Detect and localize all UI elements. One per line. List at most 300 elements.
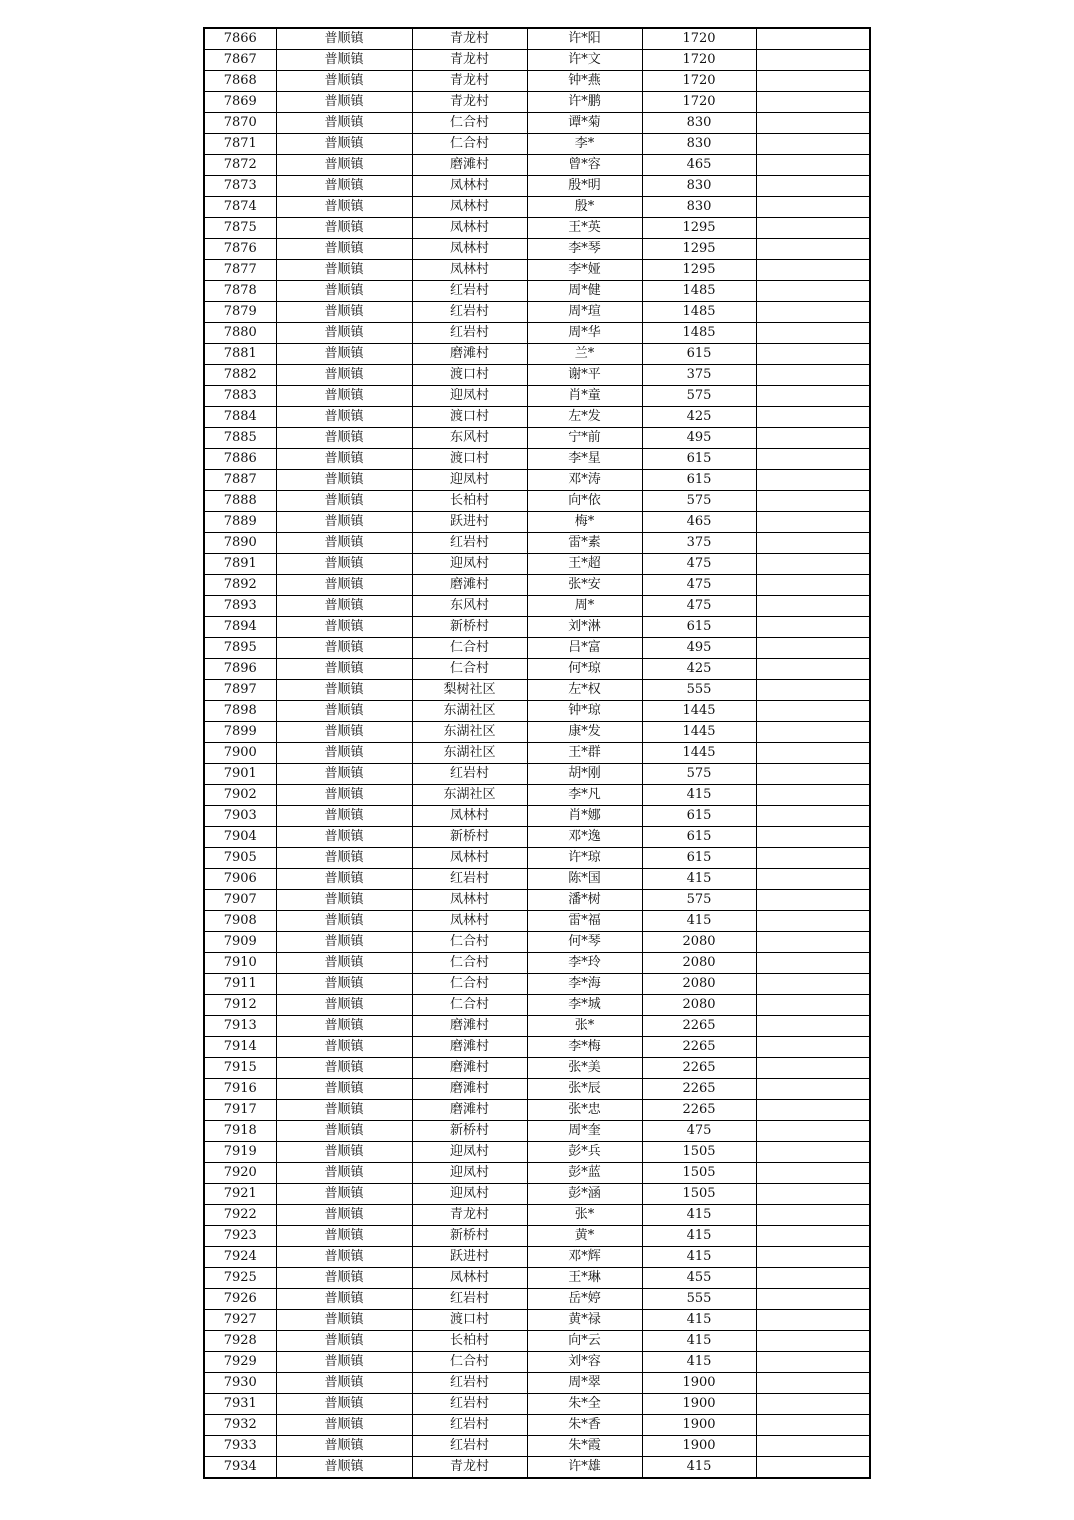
note-cell: [756, 1436, 870, 1457]
table-row: [204, 1394, 870, 1415]
note-cell: [756, 71, 870, 92]
town-cell: 普顺镇: [276, 1310, 412, 1331]
table-row: [204, 995, 870, 1016]
row-number-cell: 7924: [204, 1247, 276, 1268]
note-cell: [756, 113, 870, 134]
row-number-cell: 7866: [204, 28, 276, 50]
name-cell: 刘*淋: [527, 617, 642, 638]
row-number-cell: 7922: [204, 1205, 276, 1226]
row-number-cell: 7902: [204, 785, 276, 806]
row-number-cell: 7896: [204, 659, 276, 680]
town-cell: 普顺镇: [276, 197, 412, 218]
village-cell: 迎凤村: [412, 1142, 527, 1163]
amount-cell: 415: [642, 785, 756, 806]
table-row: [204, 71, 870, 92]
village-cell: 仁合村: [412, 995, 527, 1016]
note-cell: [756, 659, 870, 680]
town-cell: 普顺镇: [276, 407, 412, 428]
village-cell: 东风村: [412, 596, 527, 617]
amount-cell: 1900: [642, 1436, 756, 1457]
village-cell: 跃进村: [412, 1247, 527, 1268]
village-cell: 迎凤村: [412, 1184, 527, 1205]
row-number-cell: 7886: [204, 449, 276, 470]
row-number-cell: 7894: [204, 617, 276, 638]
row-number-cell: 7933: [204, 1436, 276, 1457]
row-number-cell: 7870: [204, 113, 276, 134]
village-cell: 凤林村: [412, 848, 527, 869]
village-cell: 迎凤村: [412, 386, 527, 407]
town-cell: 普顺镇: [276, 1373, 412, 1394]
note-cell: [756, 1226, 870, 1247]
town-cell: 普顺镇: [276, 428, 412, 449]
amount-cell: 1720: [642, 92, 756, 113]
name-cell: 钟*琼: [527, 701, 642, 722]
village-cell: 仁合村: [412, 638, 527, 659]
table-row: [204, 92, 870, 113]
town-cell: 普顺镇: [276, 911, 412, 932]
amount-cell: 1485: [642, 302, 756, 323]
town-cell: 普顺镇: [276, 533, 412, 554]
row-number-cell: 7877: [204, 260, 276, 281]
town-cell: 普顺镇: [276, 554, 412, 575]
village-cell: 新桥村: [412, 1226, 527, 1247]
note-cell: [756, 1310, 870, 1331]
town-cell: 普顺镇: [276, 974, 412, 995]
village-cell: 新桥村: [412, 617, 527, 638]
amount-cell: 1505: [642, 1163, 756, 1184]
amount-cell: 1505: [642, 1142, 756, 1163]
village-cell: 凤林村: [412, 260, 527, 281]
table-row: [204, 743, 870, 764]
note-cell: [756, 281, 870, 302]
row-number-cell: 7889: [204, 512, 276, 533]
name-cell: 刘*容: [527, 1352, 642, 1373]
town-cell: 普顺镇: [276, 806, 412, 827]
table-row: [204, 911, 870, 932]
note-cell: [756, 1142, 870, 1163]
table-row: [204, 1415, 870, 1436]
amount-cell: 375: [642, 533, 756, 554]
note-cell: [756, 1289, 870, 1310]
amount-cell: 475: [642, 575, 756, 596]
village-cell: 青龙村: [412, 71, 527, 92]
village-cell: 梨树社区: [412, 680, 527, 701]
town-cell: 普顺镇: [276, 386, 412, 407]
table-row: [204, 1058, 870, 1079]
village-cell: 凤林村: [412, 239, 527, 260]
town-cell: 普顺镇: [276, 1121, 412, 1142]
name-cell: 彭*兵: [527, 1142, 642, 1163]
town-cell: 普顺镇: [276, 1289, 412, 1310]
town-cell: 普顺镇: [276, 1142, 412, 1163]
name-cell: 李*娅: [527, 260, 642, 281]
amount-cell: 615: [642, 617, 756, 638]
row-number-cell: 7869: [204, 92, 276, 113]
name-cell: 王*超: [527, 554, 642, 575]
amount-cell: 2265: [642, 1100, 756, 1121]
village-cell: 仁合村: [412, 134, 527, 155]
amount-cell: 1720: [642, 71, 756, 92]
town-cell: 普顺镇: [276, 218, 412, 239]
row-number-cell: 7899: [204, 722, 276, 743]
table-row: [204, 260, 870, 281]
town-cell: 普顺镇: [276, 1016, 412, 1037]
note-cell: [756, 1016, 870, 1037]
table-row: [204, 932, 870, 953]
table-row: [204, 344, 870, 365]
village-cell: 红岩村: [412, 764, 527, 785]
note-cell: [756, 1100, 870, 1121]
town-cell: 普顺镇: [276, 449, 412, 470]
name-cell: 李*: [527, 134, 642, 155]
village-cell: 磨滩村: [412, 1058, 527, 1079]
town-cell: 普顺镇: [276, 155, 412, 176]
row-number-cell: 7887: [204, 470, 276, 491]
table-row: [204, 617, 870, 638]
name-cell: 李*琴: [527, 239, 642, 260]
note-cell: [756, 491, 870, 512]
name-cell: 周*华: [527, 323, 642, 344]
name-cell: 左*权: [527, 680, 642, 701]
amount-cell: 465: [642, 512, 756, 533]
village-cell: 新桥村: [412, 1121, 527, 1142]
name-cell: 向*依: [527, 491, 642, 512]
row-number-cell: 7882: [204, 365, 276, 386]
name-cell: 朱*香: [527, 1415, 642, 1436]
table-row: [204, 365, 870, 386]
note-cell: [756, 323, 870, 344]
table-row: [204, 722, 870, 743]
name-cell: 肖*娜: [527, 806, 642, 827]
row-number-cell: 7915: [204, 1058, 276, 1079]
row-number-cell: 7906: [204, 869, 276, 890]
row-number-cell: 7897: [204, 680, 276, 701]
town-cell: 普顺镇: [276, 1331, 412, 1352]
town-cell: 普顺镇: [276, 365, 412, 386]
name-cell: 许*雄: [527, 1457, 642, 1479]
amount-cell: 615: [642, 344, 756, 365]
note-cell: [756, 1373, 870, 1394]
town-cell: 普顺镇: [276, 50, 412, 71]
table-row: [204, 575, 870, 596]
table-row: [204, 197, 870, 218]
town-cell: 普顺镇: [276, 1436, 412, 1457]
note-cell: [756, 1121, 870, 1142]
amount-cell: 415: [642, 869, 756, 890]
village-cell: 凤林村: [412, 197, 527, 218]
amount-cell: 415: [642, 1352, 756, 1373]
table-row: [204, 1331, 870, 1352]
village-cell: 仁合村: [412, 953, 527, 974]
village-cell: 长柏村: [412, 491, 527, 512]
table-row: [204, 701, 870, 722]
village-cell: 凤林村: [412, 806, 527, 827]
table-row: [204, 1016, 870, 1037]
village-cell: 长柏村: [412, 1331, 527, 1352]
name-cell: 潘*树: [527, 890, 642, 911]
name-cell: 王*英: [527, 218, 642, 239]
table-row: [204, 827, 870, 848]
table-row: [204, 848, 870, 869]
village-cell: 渡口村: [412, 407, 527, 428]
name-cell: 周*健: [527, 281, 642, 302]
table-row: [204, 1121, 870, 1142]
note-cell: [756, 533, 870, 554]
village-cell: 红岩村: [412, 1373, 527, 1394]
note-cell: [756, 197, 870, 218]
note-cell: [756, 743, 870, 764]
name-cell: 黄*: [527, 1226, 642, 1247]
village-cell: 仁合村: [412, 659, 527, 680]
village-cell: 红岩村: [412, 533, 527, 554]
note-cell: [756, 28, 870, 50]
village-cell: 迎凤村: [412, 470, 527, 491]
name-cell: 朱*全: [527, 1394, 642, 1415]
town-cell: 普顺镇: [276, 1058, 412, 1079]
note-cell: [756, 134, 870, 155]
town-cell: 普顺镇: [276, 71, 412, 92]
town-cell: 普顺镇: [276, 28, 412, 50]
name-cell: 左*发: [527, 407, 642, 428]
town-cell: 普顺镇: [276, 239, 412, 260]
village-cell: 凤林村: [412, 218, 527, 239]
town-cell: 普顺镇: [276, 1352, 412, 1373]
town-cell: 普顺镇: [276, 995, 412, 1016]
note-cell: [756, 1163, 870, 1184]
amount-cell: 1720: [642, 50, 756, 71]
town-cell: 普顺镇: [276, 575, 412, 596]
amount-cell: 1900: [642, 1415, 756, 1436]
village-cell: 磨滩村: [412, 1016, 527, 1037]
name-cell: 康*发: [527, 722, 642, 743]
name-cell: 张*: [527, 1016, 642, 1037]
name-cell: 王*琳: [527, 1268, 642, 1289]
village-cell: 红岩村: [412, 281, 527, 302]
name-cell: 李*星: [527, 449, 642, 470]
village-cell: 磨滩村: [412, 1037, 527, 1058]
amount-cell: 830: [642, 176, 756, 197]
name-cell: 李*城: [527, 995, 642, 1016]
note-cell: [756, 911, 870, 932]
village-cell: 红岩村: [412, 1436, 527, 1457]
name-cell: 周*奎: [527, 1121, 642, 1142]
name-cell: 谢*平: [527, 365, 642, 386]
town-cell: 普顺镇: [276, 722, 412, 743]
amount-cell: 555: [642, 680, 756, 701]
town-cell: 普顺镇: [276, 1247, 412, 1268]
note-cell: [756, 575, 870, 596]
table-row: [204, 449, 870, 470]
village-cell: 青龙村: [412, 28, 527, 50]
note-cell: [756, 617, 870, 638]
note-cell: [756, 260, 870, 281]
town-cell: 普顺镇: [276, 281, 412, 302]
table-row: [204, 1142, 870, 1163]
row-number-cell: 7931: [204, 1394, 276, 1415]
village-cell: 磨滩村: [412, 575, 527, 596]
amount-cell: 1295: [642, 218, 756, 239]
note-cell: [756, 92, 870, 113]
table-row: [204, 1310, 870, 1331]
row-number-cell: 7881: [204, 344, 276, 365]
note-cell: [756, 155, 870, 176]
note-cell: [756, 764, 870, 785]
table-row: [204, 155, 870, 176]
town-cell: 普顺镇: [276, 848, 412, 869]
name-cell: 李*海: [527, 974, 642, 995]
table-row: [204, 953, 870, 974]
row-number-cell: 7912: [204, 995, 276, 1016]
table-row: [204, 890, 870, 911]
town-cell: 普顺镇: [276, 1268, 412, 1289]
town-cell: 普顺镇: [276, 344, 412, 365]
name-cell: 向*云: [527, 1331, 642, 1352]
name-cell: 兰*: [527, 344, 642, 365]
village-cell: 磨滩村: [412, 1100, 527, 1121]
name-cell: 邓*涛: [527, 470, 642, 491]
village-cell: 红岩村: [412, 1394, 527, 1415]
row-number-cell: 7928: [204, 1331, 276, 1352]
table-row: [204, 1079, 870, 1100]
table-row: [204, 134, 870, 155]
row-number-cell: 7878: [204, 281, 276, 302]
amount-cell: 415: [642, 1205, 756, 1226]
town-cell: 普顺镇: [276, 701, 412, 722]
row-number-cell: 7923: [204, 1226, 276, 1247]
note-cell: [756, 1415, 870, 1436]
table-row: [204, 1205, 870, 1226]
note-cell: [756, 344, 870, 365]
row-number-cell: 7917: [204, 1100, 276, 1121]
village-cell: 青龙村: [412, 50, 527, 71]
note-cell: [756, 1079, 870, 1100]
amount-cell: 455: [642, 1268, 756, 1289]
amount-cell: 615: [642, 449, 756, 470]
row-number-cell: 7904: [204, 827, 276, 848]
table-row: [204, 1436, 870, 1457]
town-cell: 普顺镇: [276, 512, 412, 533]
village-cell: 凤林村: [412, 890, 527, 911]
town-cell: 普顺镇: [276, 932, 412, 953]
row-number-cell: 7911: [204, 974, 276, 995]
village-cell: 红岩村: [412, 1415, 527, 1436]
name-cell: 肖*童: [527, 386, 642, 407]
table-row: [204, 407, 870, 428]
row-number-cell: 7880: [204, 323, 276, 344]
amount-cell: 1295: [642, 260, 756, 281]
amount-cell: 2265: [642, 1058, 756, 1079]
table-row: [204, 281, 870, 302]
name-cell: 周*: [527, 596, 642, 617]
table-row: [204, 1100, 870, 1121]
amount-cell: 1445: [642, 743, 756, 764]
village-cell: 仁合村: [412, 974, 527, 995]
amount-cell: 2080: [642, 974, 756, 995]
amount-cell: 415: [642, 1247, 756, 1268]
name-cell: 张*忠: [527, 1100, 642, 1121]
village-cell: 东湖社区: [412, 743, 527, 764]
amount-cell: 415: [642, 1457, 756, 1479]
town-cell: 普顺镇: [276, 1079, 412, 1100]
amount-cell: 495: [642, 638, 756, 659]
note-cell: [756, 1205, 870, 1226]
town-cell: 普顺镇: [276, 470, 412, 491]
row-number-cell: 7879: [204, 302, 276, 323]
note-cell: [756, 638, 870, 659]
town-cell: 普顺镇: [276, 176, 412, 197]
name-cell: 邓*辉: [527, 1247, 642, 1268]
name-cell: 周*瑄: [527, 302, 642, 323]
town-cell: 普顺镇: [276, 1394, 412, 1415]
town-cell: 普顺镇: [276, 491, 412, 512]
table-row: [204, 1163, 870, 1184]
table-row: [204, 491, 870, 512]
amount-cell: 830: [642, 197, 756, 218]
row-number-cell: 7930: [204, 1373, 276, 1394]
name-cell: 陈*国: [527, 869, 642, 890]
name-cell: 宁*前: [527, 428, 642, 449]
amount-cell: 615: [642, 848, 756, 869]
row-number-cell: 7867: [204, 50, 276, 71]
note-cell: [756, 470, 870, 491]
note-cell: [756, 848, 870, 869]
row-number-cell: 7910: [204, 953, 276, 974]
row-number-cell: 7909: [204, 932, 276, 953]
note-cell: [756, 218, 870, 239]
name-cell: 张*辰: [527, 1079, 642, 1100]
amount-cell: 415: [642, 1331, 756, 1352]
village-cell: 仁合村: [412, 113, 527, 134]
amount-cell: 1505: [642, 1184, 756, 1205]
table-row: [204, 1373, 870, 1394]
table-row: [204, 680, 870, 701]
village-cell: 渡口村: [412, 1310, 527, 1331]
amount-cell: 575: [642, 890, 756, 911]
row-number-cell: 7913: [204, 1016, 276, 1037]
amount-cell: 2080: [642, 995, 756, 1016]
name-cell: 岳*婷: [527, 1289, 642, 1310]
amount-cell: 1485: [642, 323, 756, 344]
row-number-cell: 7876: [204, 239, 276, 260]
name-cell: 朱*霞: [527, 1436, 642, 1457]
village-cell: 磨滩村: [412, 344, 527, 365]
row-number-cell: 7919: [204, 1142, 276, 1163]
village-cell: 迎凤村: [412, 554, 527, 575]
row-number-cell: 7929: [204, 1352, 276, 1373]
name-cell: 钟*燕: [527, 71, 642, 92]
table-row: [204, 50, 870, 71]
village-cell: 东湖社区: [412, 701, 527, 722]
row-number-cell: 7884: [204, 407, 276, 428]
name-cell: 吕*富: [527, 638, 642, 659]
amount-cell: 375: [642, 365, 756, 386]
table-row: [204, 218, 870, 239]
note-cell: [756, 806, 870, 827]
row-number-cell: 7871: [204, 134, 276, 155]
table-body: [204, 28, 870, 1478]
town-cell: 普顺镇: [276, 1415, 412, 1436]
amount-cell: 425: [642, 407, 756, 428]
row-number-cell: 7907: [204, 890, 276, 911]
village-cell: 青龙村: [412, 92, 527, 113]
name-cell: 雷*福: [527, 911, 642, 932]
note-cell: [756, 995, 870, 1016]
town-cell: 普顺镇: [276, 638, 412, 659]
town-cell: 普顺镇: [276, 1205, 412, 1226]
amount-cell: 615: [642, 470, 756, 491]
note-cell: [756, 1037, 870, 1058]
note-cell: [756, 701, 870, 722]
